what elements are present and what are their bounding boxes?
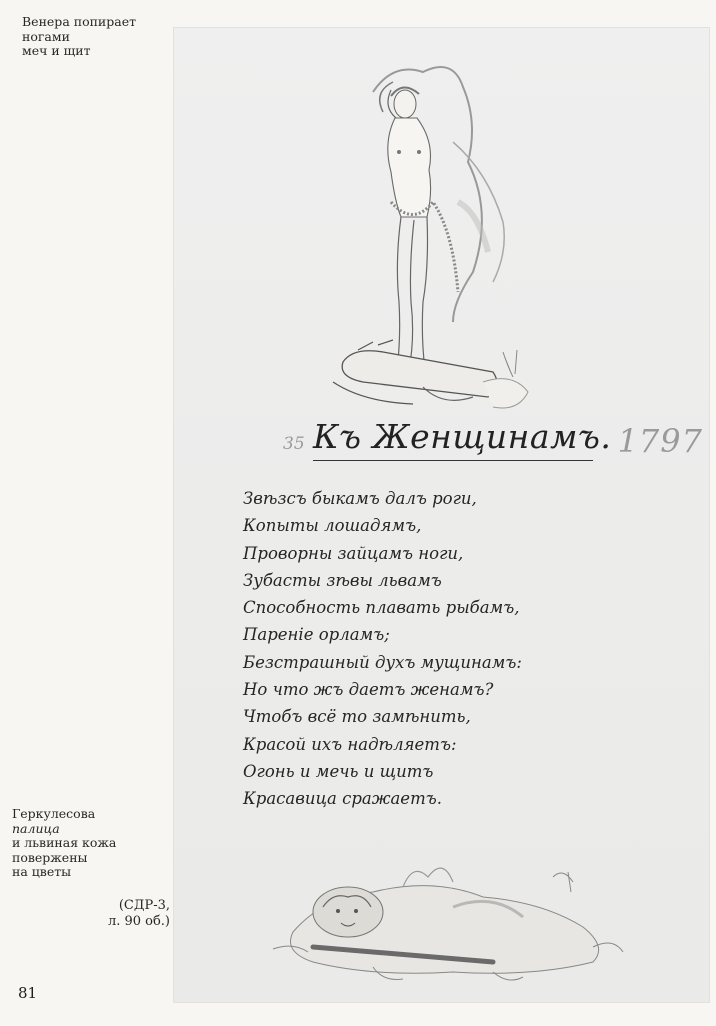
page-number: 81 (18, 984, 38, 1002)
poem-line: Паренiе орламъ; (243, 625, 390, 645)
caption-hercules-line: и львиная кожа (12, 835, 117, 850)
caption-hercules-line: палица (12, 820, 60, 836)
venus-figure-illustration (303, 52, 563, 422)
poem-title: Къ Женщинамъ. (313, 417, 612, 456)
caption-hercules-line: на цветы (12, 864, 72, 879)
lion-skin-illustration (253, 837, 653, 987)
poem-line: Красавица сражаетъ. (243, 789, 442, 809)
poem-line: Звѣзсъ быкамъ далъ роги, (243, 489, 477, 508)
caption-venus (22, 15, 162, 59)
poem-title-row (283, 412, 703, 472)
source-reference (40, 898, 170, 930)
source-reference-line: л. 90 об.) (107, 914, 170, 929)
caption-venus-line: ногами (22, 28, 70, 44)
pencil-number: 35 (283, 434, 305, 454)
poem-line: Огонь и мечь и щитъ (243, 761, 434, 781)
caption-hercules (12, 807, 162, 880)
poem-line: Проворны зайцамъ ноги, (243, 543, 464, 563)
pencil-year: 1797 (617, 422, 703, 460)
caption-hercules-line: Геркулесова (12, 806, 96, 821)
source-reference-line: (СДР-3, (118, 898, 170, 913)
caption-hercules-line: повержены (12, 849, 88, 865)
poem-line: Зубасты зѣвы львамъ (243, 570, 442, 590)
poem-text (243, 485, 643, 813)
poem-line: Красой ихъ надѣляетъ: (243, 734, 457, 754)
poem-line: Безстрашный духъ мущинамъ: (243, 652, 522, 672)
caption-venus-line: меч и щит (22, 43, 91, 58)
manuscript-plate (173, 27, 710, 1003)
poem-line: Способность плавать рыбамъ, (243, 598, 520, 618)
poem-line: Но что жъ даетъ женамъ? (243, 680, 494, 700)
poem-line: Копыты лошадямъ, (243, 516, 422, 536)
title-underline (313, 460, 593, 461)
caption-venus-line: Венера попирает (22, 14, 137, 29)
poem-line: Чтобъ всё то замѣнить, (243, 707, 471, 727)
